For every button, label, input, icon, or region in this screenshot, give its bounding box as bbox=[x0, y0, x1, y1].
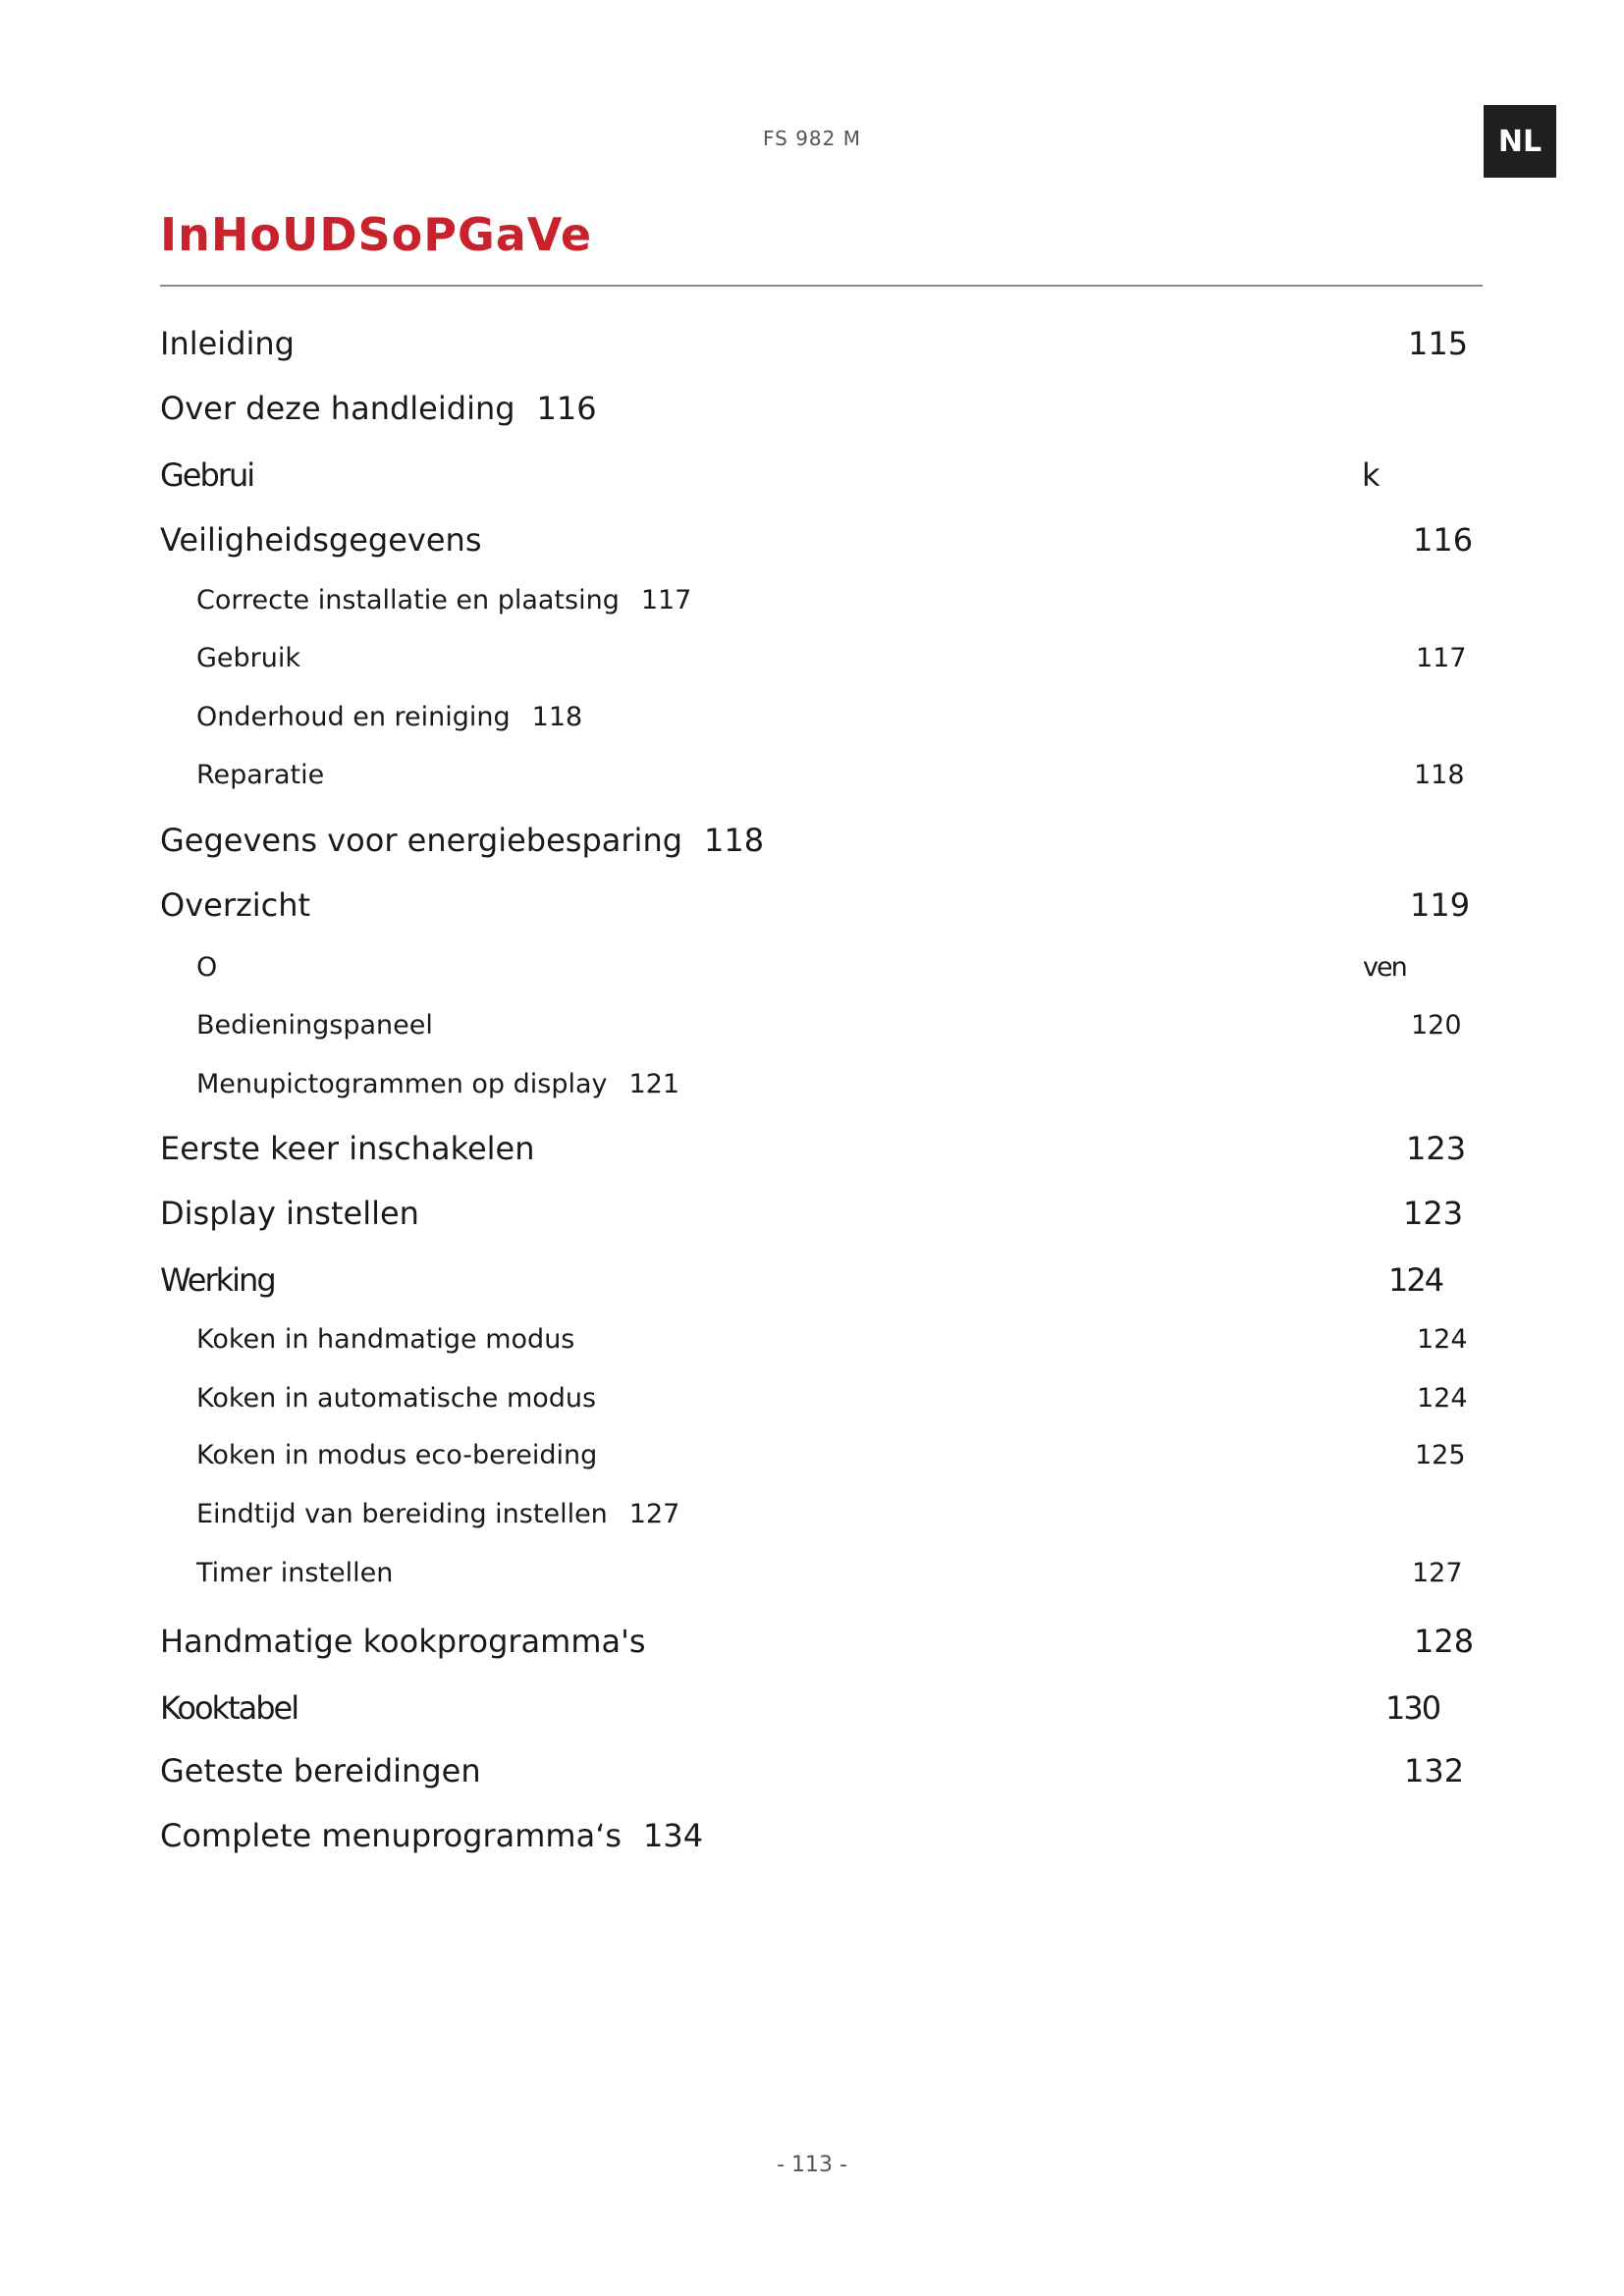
toc-page: ven bbox=[1363, 952, 1406, 983]
toc-page: 121 bbox=[628, 1069, 680, 1099]
toc-label: Menupictogrammen op display bbox=[196, 1069, 608, 1099]
toc-entry-overzicht[interactable] bbox=[0, 886, 1624, 930]
toc-page: 117 bbox=[1416, 643, 1467, 673]
toc-label: Kooktabel bbox=[160, 1689, 298, 1727]
toc-entry-oven[interactable] bbox=[0, 952, 1624, 995]
toc-label: Koken in modus eco-bereiding bbox=[196, 1440, 598, 1470]
page-title: InHoUDSoPGaVe bbox=[160, 208, 593, 261]
toc-label: Display instellen bbox=[160, 1195, 419, 1232]
toc-entry-werking[interactable] bbox=[0, 1261, 1624, 1305]
toc-entry-gegevens-energiebesparing[interactable] bbox=[0, 822, 1624, 865]
toc-label: O bbox=[196, 952, 216, 983]
toc-label: Reparatie bbox=[196, 760, 325, 790]
title-divider bbox=[160, 285, 1483, 287]
toc-page: 124 bbox=[1417, 1324, 1468, 1355]
toc-page: 127 bbox=[1412, 1558, 1463, 1588]
toc-entry-timer-instellen[interactable] bbox=[0, 1558, 1624, 1601]
toc-entry-display-instellen[interactable] bbox=[0, 1195, 1624, 1238]
toc-label: Timer instellen bbox=[196, 1558, 394, 1588]
toc-page: 118 bbox=[531, 702, 583, 732]
toc-page: 130 bbox=[1385, 1689, 1440, 1727]
toc-label: Gegevens voor energiebesparing bbox=[160, 822, 683, 859]
toc-label: Inleiding bbox=[160, 325, 295, 362]
toc-label: Gebruik bbox=[196, 643, 301, 673]
toc-page: 123 bbox=[1406, 1130, 1467, 1167]
toc-entry-eerste-keer-inschakelen[interactable] bbox=[0, 1130, 1624, 1173]
toc-label: Over deze handleiding bbox=[160, 390, 515, 427]
toc-label: Overzicht bbox=[160, 886, 311, 924]
toc-entry-inleiding[interactable] bbox=[0, 325, 1624, 368]
toc-label: Koken in handmatige modus bbox=[196, 1324, 575, 1355]
toc-label: Onderhoud en reiniging bbox=[196, 702, 511, 732]
toc-entry-koken-automatische-modus[interactable] bbox=[0, 1383, 1624, 1426]
toc-entry-correcte-installatie[interactable] bbox=[0, 585, 1624, 628]
toc-entry-onderhoud-en-reiniging[interactable] bbox=[0, 702, 1624, 745]
toc-label: Geteste bereidingen bbox=[160, 1752, 481, 1789]
toc-page: 125 bbox=[1415, 1440, 1466, 1470]
toc-entry-geteste-bereidingen[interactable] bbox=[0, 1752, 1624, 1795]
toc-page: 116 bbox=[1413, 521, 1474, 559]
language-badge: NL bbox=[1484, 105, 1556, 178]
toc-entry-bedieningspaneel[interactable] bbox=[0, 1010, 1624, 1053]
toc-entry-kooktabel[interactable] bbox=[0, 1689, 1624, 1733]
toc-label: Koken in automatische modus bbox=[196, 1383, 597, 1414]
toc-entry-eindtijd-bereiding[interactable] bbox=[0, 1499, 1624, 1542]
toc-entry-complete-menuprogrammas[interactable] bbox=[0, 1817, 1624, 1860]
toc-entry-gebruik-sub[interactable] bbox=[0, 643, 1624, 686]
toc-entry-koken-handmatige-modus[interactable] bbox=[0, 1324, 1624, 1367]
toc-entry-handmatige-kookprogrammas[interactable] bbox=[0, 1623, 1624, 1666]
toc-label: Gebrui bbox=[160, 456, 254, 494]
toc-label: Eerste keer inschakelen bbox=[160, 1130, 535, 1167]
toc-page: 124 bbox=[1388, 1261, 1443, 1299]
toc-entry-over-deze-handleiding[interactable] bbox=[0, 390, 1624, 433]
toc-page: 123 bbox=[1403, 1195, 1464, 1232]
toc-page: 118 bbox=[1414, 760, 1465, 790]
toc-page: 117 bbox=[640, 585, 692, 615]
toc-label: Eindtijd van bereiding instellen bbox=[196, 1499, 608, 1529]
toc-entry-veiligheidsgegevens[interactable] bbox=[0, 521, 1624, 564]
toc-entry-koken-eco-bereiding[interactable] bbox=[0, 1440, 1624, 1483]
toc-label: Complete menuprogramma‘s bbox=[160, 1817, 623, 1854]
toc-page: 119 bbox=[1410, 886, 1471, 924]
toc-entry-gebruik[interactable] bbox=[0, 456, 1624, 500]
page-number: - 113 - bbox=[777, 2153, 847, 2177]
toc-page: k bbox=[1362, 456, 1379, 494]
toc-page: 124 bbox=[1417, 1383, 1468, 1414]
toc-page: 128 bbox=[1414, 1623, 1475, 1660]
toc-page: 116 bbox=[536, 390, 597, 427]
toc-label: Bedieningspaneel bbox=[196, 1010, 433, 1041]
toc-page: 120 bbox=[1411, 1010, 1462, 1041]
toc-entry-reparatie[interactable] bbox=[0, 760, 1624, 803]
toc-page: 115 bbox=[1408, 325, 1469, 362]
toc-entry-menupictogrammen[interactable] bbox=[0, 1069, 1624, 1112]
toc-page: 127 bbox=[628, 1499, 680, 1529]
toc-label: Correcte installatie en plaatsing bbox=[196, 585, 620, 615]
toc-page: 134 bbox=[643, 1817, 704, 1854]
toc-page: 118 bbox=[704, 822, 765, 859]
toc-label: Veiligheidsgegevens bbox=[160, 521, 482, 559]
toc-page: 132 bbox=[1404, 1752, 1465, 1789]
toc-label: Werking bbox=[160, 1261, 275, 1299]
model-number: FS 982 M bbox=[763, 127, 861, 150]
toc-label: Handmatige kookprogramma's bbox=[160, 1623, 646, 1660]
